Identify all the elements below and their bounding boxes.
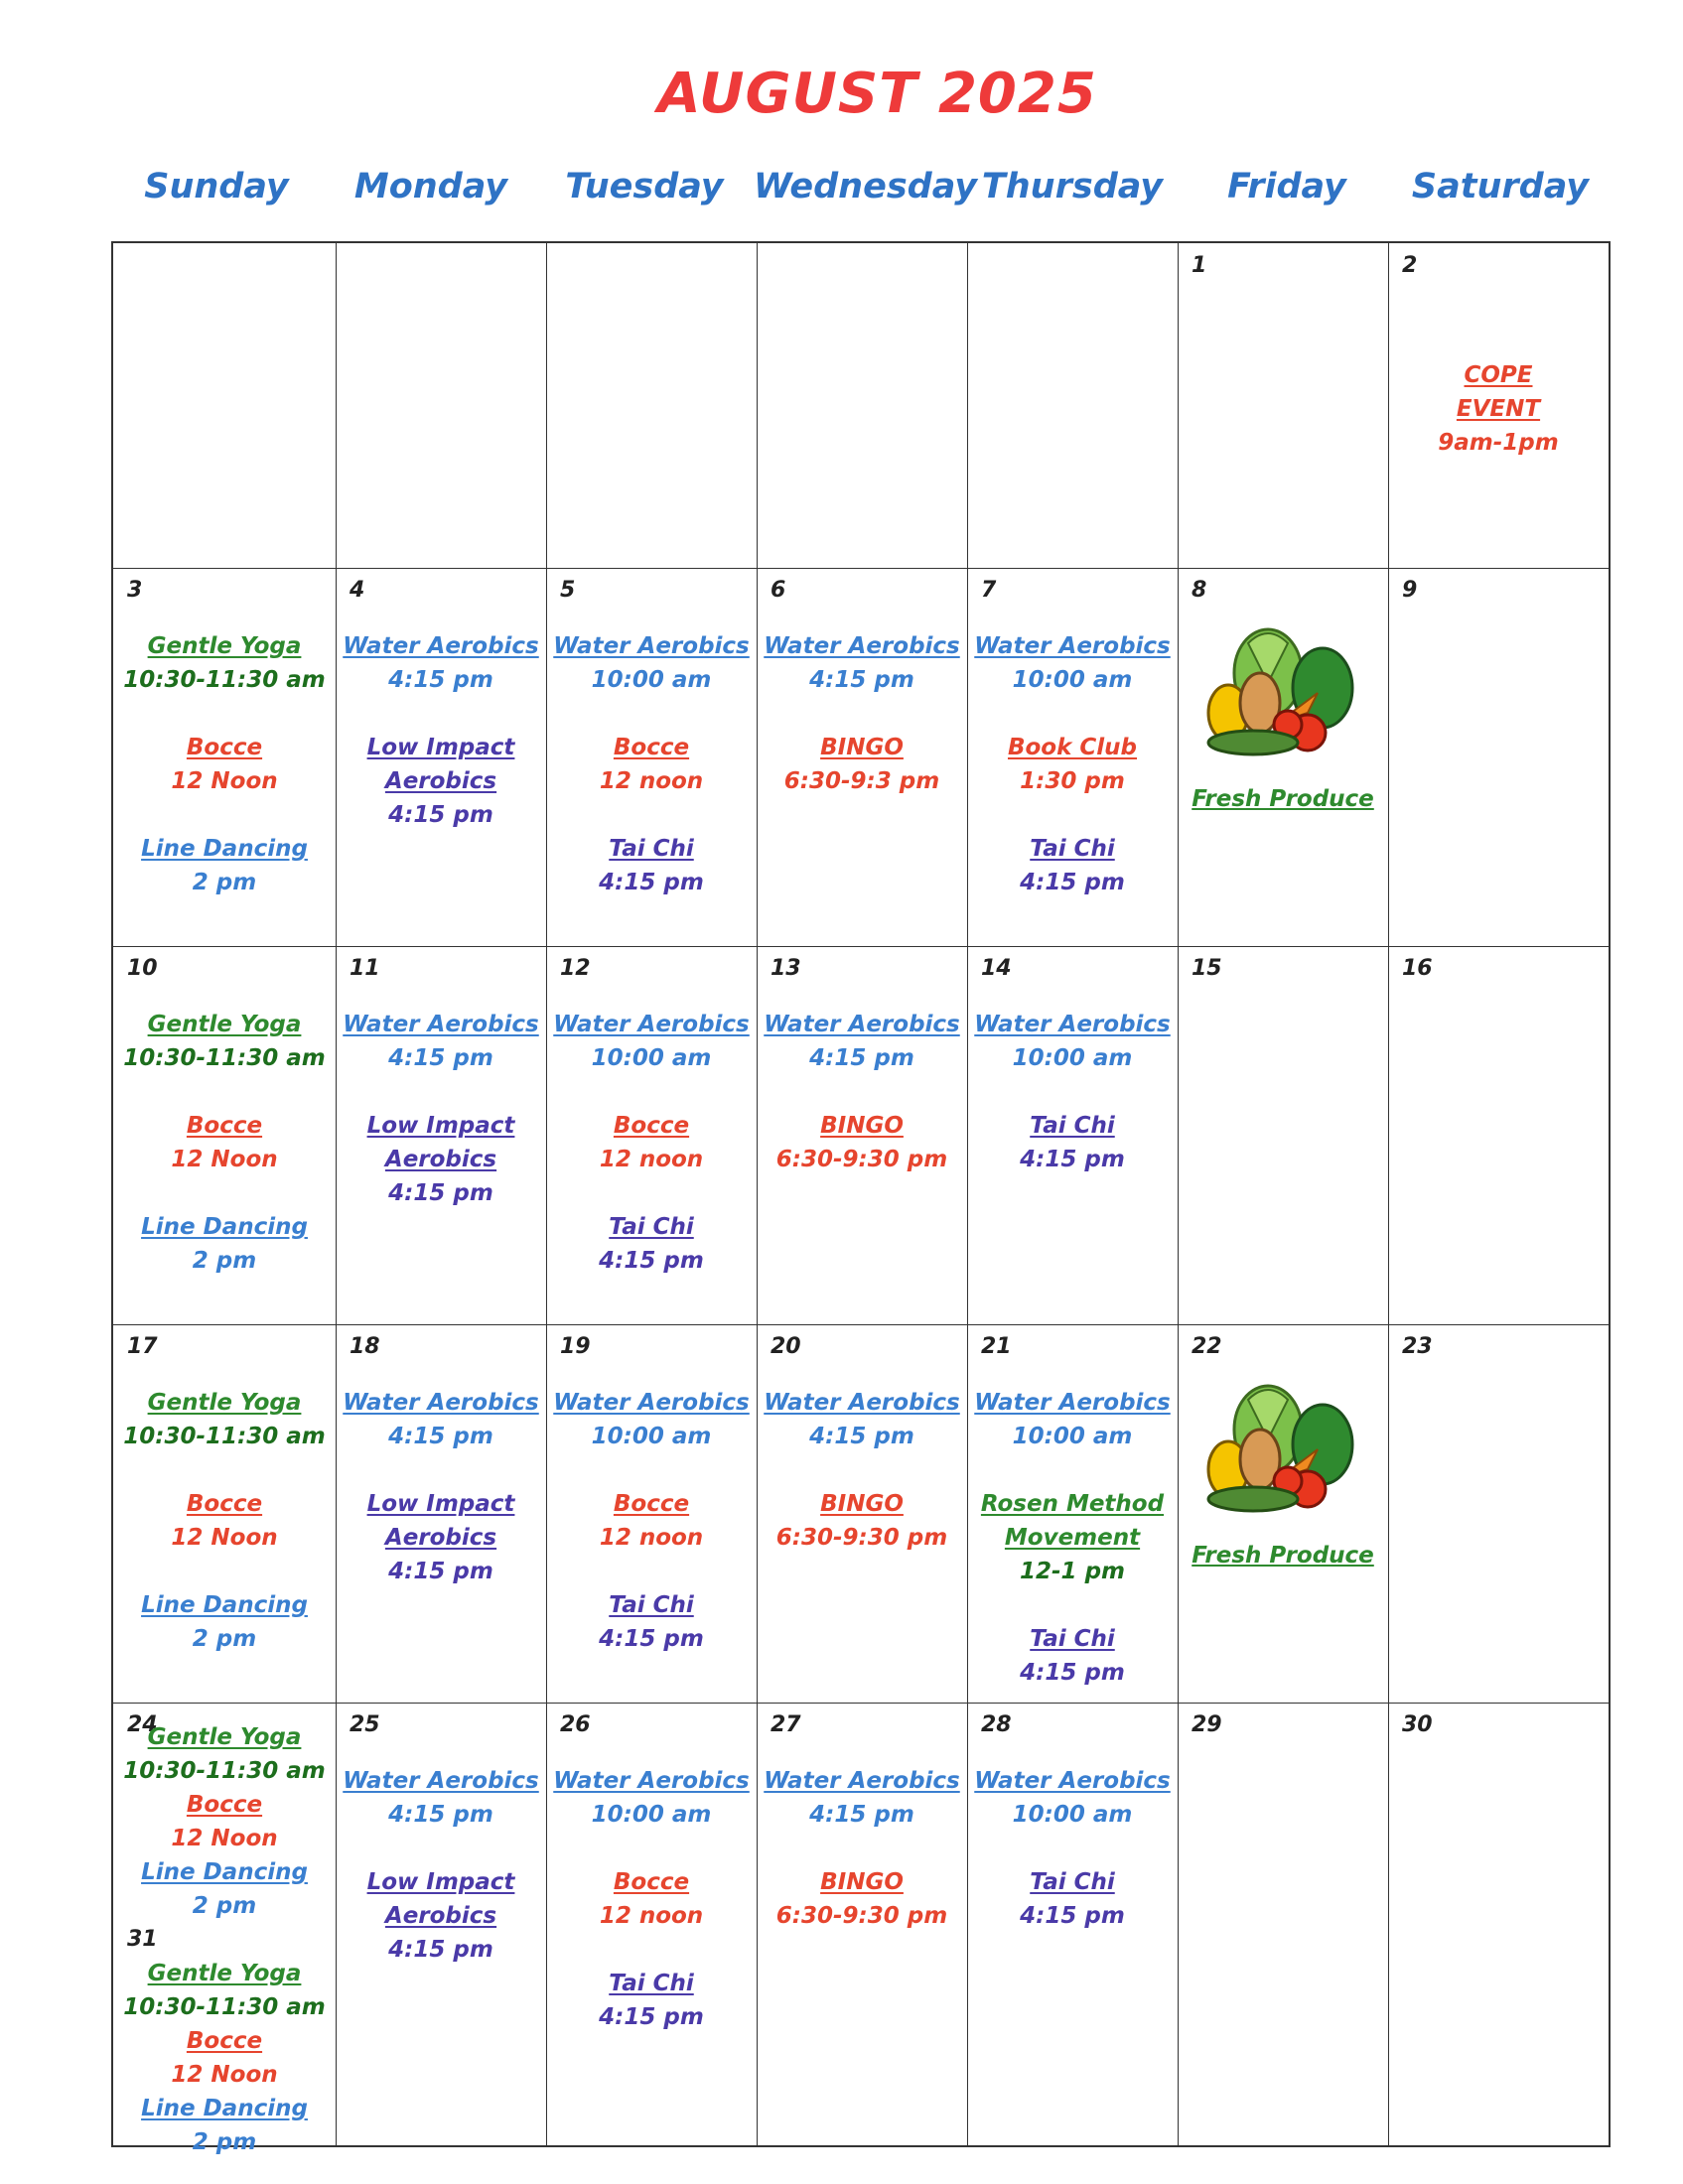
calendar-event[interactable] <box>113 1386 336 1453</box>
day-cell <box>757 946 967 1324</box>
event-name: Water Aerobics <box>553 1012 750 1037</box>
event-name: Bocce <box>186 1491 263 1517</box>
day-cell <box>546 946 757 1324</box>
event-time: 1:30 pm <box>1020 768 1125 794</box>
day-cell <box>1388 1324 1609 1703</box>
event-time: 2 pm <box>192 870 257 895</box>
vegetables-icon <box>1198 1360 1367 1529</box>
day-number: 2 <box>1402 253 1418 278</box>
day-number: 8 <box>1192 578 1207 603</box>
event-list <box>967 1764 1178 1933</box>
calendar-event[interactable] <box>546 1588 757 1656</box>
day-number: 25 <box>350 1712 380 1737</box>
day-cell <box>546 1324 757 1703</box>
day-cell <box>757 1703 967 2145</box>
event-name: Bocce <box>613 1113 690 1139</box>
event-time: 10:00 am <box>591 1802 712 1828</box>
event-time: 12 noon <box>599 1147 704 1172</box>
event-name: Water Aerobics <box>764 1390 960 1416</box>
event-name: Tai Chi <box>1030 836 1115 862</box>
event-list <box>336 1764 546 1967</box>
event-list <box>967 629 1178 899</box>
day-cell <box>336 946 546 1324</box>
day-cell <box>546 243 757 568</box>
event-time: 2 pm <box>192 1626 257 1652</box>
day-number: 1 <box>1192 253 1207 278</box>
weekday-sunday: Sunday <box>144 167 289 206</box>
event-name: Gentle Yoga <box>147 633 302 659</box>
weekday-tuesday: Tuesday <box>565 167 724 206</box>
day-cell <box>113 568 336 946</box>
event-time: 4:15 pm <box>599 1248 704 1274</box>
event-name: Tai Chi <box>609 1214 694 1240</box>
calendar-event[interactable] <box>546 1865 757 1933</box>
calendar-event[interactable] <box>336 731 546 832</box>
event-name: Bocce <box>613 735 690 760</box>
event-time: 4:15 pm <box>388 1559 493 1584</box>
calendar-event[interactable] <box>1388 358 1609 460</box>
event-name: BINGO <box>820 735 904 760</box>
calendar-event[interactable] <box>113 1487 336 1555</box>
event-name: Aerobics <box>384 1525 497 1551</box>
event-name: Tai Chi <box>609 1592 694 1618</box>
day-number: 11 <box>350 956 380 981</box>
event-time: 12 noon <box>599 768 704 794</box>
event-name: Water Aerobics <box>764 633 960 659</box>
event-list <box>757 629 967 798</box>
event-name: COPE <box>1464 362 1533 388</box>
event-name: Line Dancing <box>141 1592 308 1618</box>
calendar-event[interactable] <box>757 1865 967 1933</box>
event-time: 4:15 pm <box>1020 1147 1125 1172</box>
event-name: Aerobics <box>384 1147 497 1172</box>
event-time: 4:15 pm <box>809 1045 914 1071</box>
event-name: Bocce <box>186 2028 263 2054</box>
calendar-event[interactable] <box>113 1957 336 2024</box>
vegetables-icon <box>1198 604 1367 772</box>
event-time: 10:00 am <box>1012 1424 1133 1449</box>
day-cell <box>336 1703 546 2145</box>
fresh-produce <box>1192 1360 1374 1569</box>
calendar-event[interactable] <box>546 1386 757 1453</box>
day-number: 30 <box>1402 1712 1433 1737</box>
event-list <box>113 1386 336 1656</box>
event-time: 10:00 am <box>591 667 712 693</box>
day-number: 10 <box>127 956 158 981</box>
calendar-event[interactable] <box>757 1764 967 1832</box>
day-number: 27 <box>771 1712 801 1737</box>
calendar-title: AUGUST 2025 <box>657 62 1097 126</box>
day-number: 20 <box>771 1334 801 1359</box>
event-time: 12 Noon <box>171 1525 278 1551</box>
weekday-saturday: Saturday <box>1411 167 1590 206</box>
event-time: 6:30-9:30 pm <box>775 1525 948 1551</box>
day-number: 19 <box>560 1334 591 1359</box>
event-name: Water Aerobics <box>343 1768 539 1794</box>
event-list <box>967 1008 1178 1176</box>
event-name: Tai Chi <box>609 836 694 862</box>
event-time: 10:30-11:30 am <box>123 667 326 693</box>
day-cell <box>1178 946 1388 1324</box>
calendar-event[interactable] <box>546 629 757 697</box>
event-time: 2 pm <box>192 1893 257 1919</box>
event-time: 10:00 am <box>591 1045 712 1071</box>
day-cell <box>757 243 967 568</box>
event-name: Water Aerobics <box>974 1012 1171 1037</box>
event-list <box>113 1720 336 2159</box>
event-name: Water Aerobics <box>343 1012 539 1037</box>
day-number: 28 <box>981 1712 1012 1737</box>
event-time: 4:15 pm <box>1020 1660 1125 1686</box>
event-name: Line Dancing <box>141 836 308 862</box>
event-name: Bocce <box>613 1869 690 1895</box>
day-number: 24 <box>127 1712 158 1737</box>
day-cell <box>967 243 1178 568</box>
event-name: Water Aerobics <box>764 1012 960 1037</box>
calendar-event[interactable] <box>113 1588 336 1656</box>
event-time: 10:30-11:30 am <box>123 1758 326 1784</box>
event-time: 4:15 pm <box>1020 870 1125 895</box>
event-time: 10:00 am <box>591 1424 712 1449</box>
event-time: 12 Noon <box>171 1826 278 1851</box>
day-cell <box>546 1703 757 2145</box>
fresh-produce-label: Fresh Produce <box>1192 1543 1374 1569</box>
day-cell <box>113 1703 336 2155</box>
event-list <box>546 629 757 899</box>
calendar-event[interactable] <box>546 1967 757 2034</box>
calendar-event[interactable] <box>757 1109 967 1176</box>
event-name: Water Aerobics <box>974 1768 1171 1794</box>
calendar-event[interactable] <box>967 832 1178 899</box>
calendar-event[interactable] <box>757 1008 967 1075</box>
calendar-event[interactable] <box>757 629 967 697</box>
day-number: 14 <box>981 956 1012 981</box>
event-time: 10:00 am <box>1012 667 1133 693</box>
day-cell <box>1178 1703 1388 2145</box>
event-list <box>113 629 336 899</box>
event-name: Movement <box>1004 1525 1141 1551</box>
event-time: 4:15 pm <box>599 870 704 895</box>
event-time: 4:15 pm <box>809 1802 914 1828</box>
day-cell <box>1178 243 1388 568</box>
event-time: 12 Noon <box>171 2062 278 2088</box>
event-time: 6:30-9:30 pm <box>775 1903 948 1929</box>
weekday-thursday: Thursday <box>981 167 1164 206</box>
day-number: 29 <box>1192 1712 1222 1737</box>
day-cell <box>967 1324 1178 1703</box>
event-name: Water Aerobics <box>974 1390 1171 1416</box>
event-name: Aerobics <box>384 1903 497 1929</box>
calendar-event[interactable] <box>546 1210 757 1278</box>
day-cell <box>113 946 336 1324</box>
day-cell <box>967 946 1178 1324</box>
event-name: Rosen Method <box>980 1491 1165 1517</box>
event-list <box>757 1386 967 1555</box>
event-time: 4:15 pm <box>388 667 493 693</box>
event-list <box>113 1008 336 1278</box>
event-name: Water Aerobics <box>764 1768 960 1794</box>
fresh-produce-label: Fresh Produce <box>1192 786 1374 812</box>
calendar-event[interactable] <box>546 1764 757 1832</box>
day-cell <box>336 1324 546 1703</box>
event-name: Gentle Yoga <box>147 1961 302 1986</box>
day-number: 15 <box>1192 956 1222 981</box>
event-name: EVENT <box>1456 396 1541 422</box>
calendar-event[interactable] <box>113 1855 336 1923</box>
calendar-event[interactable] <box>113 2092 336 2159</box>
event-name: Water Aerobics <box>553 1768 750 1794</box>
calendar-event[interactable] <box>967 1008 1178 1075</box>
day-number: 6 <box>771 578 786 603</box>
calendar-event[interactable] <box>967 1109 1178 1176</box>
weekday-wednesday: Wednesday <box>754 167 978 206</box>
event-time: 4:15 pm <box>388 1045 493 1071</box>
event-time: 4:15 pm <box>388 1937 493 1963</box>
day-number: 12 <box>560 956 591 981</box>
event-name: Tai Chi <box>1030 1113 1115 1139</box>
day-number: 21 <box>981 1334 1012 1359</box>
event-time: 4:15 pm <box>388 1424 493 1449</box>
calendar-event[interactable] <box>546 731 757 798</box>
event-name: Bocce <box>186 1113 263 1139</box>
event-list <box>546 1764 757 2034</box>
day-cell <box>336 568 546 946</box>
day-cell <box>1388 946 1609 1324</box>
day-number: 5 <box>560 578 576 603</box>
calendar-event[interactable] <box>967 1386 1178 1453</box>
calendar-event[interactable] <box>757 1487 967 1555</box>
event-list <box>546 1386 757 1656</box>
event-name: Gentle Yoga <box>147 1390 302 1416</box>
event-name: Bocce <box>186 1792 263 1818</box>
event-time: 4:15 pm <box>809 1424 914 1449</box>
event-time: 6:30-9:30 pm <box>775 1147 948 1172</box>
event-name: Line Dancing <box>141 1859 308 1885</box>
day-number: 7 <box>981 578 997 603</box>
calendar-event[interactable] <box>967 1487 1178 1588</box>
calendar-event[interactable] <box>336 1487 546 1588</box>
day-cell <box>757 568 967 946</box>
event-time: 10:30-11:30 am <box>123 1994 326 2020</box>
event-time: 10:00 am <box>1012 1045 1133 1071</box>
event-name: Bocce <box>186 735 263 760</box>
day-cell <box>1388 1703 1609 2145</box>
calendar-event[interactable] <box>336 1865 546 1967</box>
weekday-header <box>111 167 1613 226</box>
event-list <box>336 1008 546 1210</box>
event-name: BINGO <box>820 1869 904 1895</box>
event-list <box>757 1008 967 1176</box>
event-time: 12-1 pm <box>1020 1559 1125 1584</box>
event-time: 4:15 pm <box>599 2004 704 2030</box>
event-time: 4:15 pm <box>388 1180 493 1206</box>
calendar-event[interactable] <box>967 629 1178 697</box>
calendar-event[interactable] <box>336 1109 546 1210</box>
day-cell <box>1178 568 1388 946</box>
event-name: Line Dancing <box>141 2096 308 2121</box>
event-list <box>546 1008 757 1278</box>
calendar-event[interactable] <box>113 832 336 899</box>
weekday-friday: Friday <box>1227 167 1346 206</box>
calendar-event[interactable] <box>336 1386 546 1453</box>
weekday-monday: Monday <box>353 167 508 206</box>
calendar-event[interactable] <box>113 2024 336 2092</box>
calendar-event[interactable] <box>967 1764 1178 1832</box>
day-cell <box>336 243 546 568</box>
event-time: 9am-1pm <box>1438 430 1559 456</box>
event-time: 2 pm <box>192 1248 257 1274</box>
calendar-event[interactable] <box>113 1008 336 1075</box>
event-name: Gentle Yoga <box>147 1012 302 1037</box>
day-cell <box>1388 243 1609 568</box>
event-name: Bocce <box>613 1491 690 1517</box>
event-time: 4:15 pm <box>388 1802 493 1828</box>
day-cell <box>113 243 336 568</box>
day-number: 22 <box>1192 1334 1222 1359</box>
event-list <box>336 1386 546 1588</box>
event-name: Tai Chi <box>1030 1869 1115 1895</box>
calendar-event[interactable] <box>336 1008 546 1075</box>
event-time: 12 noon <box>599 1525 704 1551</box>
day-number: 3 <box>127 578 143 603</box>
event-name: BINGO <box>820 1113 904 1139</box>
event-time: 10:30-11:30 am <box>123 1424 326 1449</box>
event-time: 4:15 pm <box>599 1626 704 1652</box>
calendar-event[interactable] <box>113 1720 336 1788</box>
calendar-event[interactable] <box>546 832 757 899</box>
day-number: 4 <box>350 578 365 603</box>
event-time: 10:30-11:30 am <box>123 1045 326 1071</box>
calendar-event[interactable] <box>113 629 336 697</box>
calendar-event[interactable] <box>546 1109 757 1176</box>
calendar-event[interactable] <box>967 1865 1178 1933</box>
calendar-event[interactable] <box>336 1764 546 1832</box>
event-name: Low Impact <box>366 735 515 760</box>
calendar-event[interactable] <box>113 1109 336 1176</box>
event-list <box>967 1386 1178 1690</box>
event-name: Line Dancing <box>141 1214 308 1240</box>
day-number: 9 <box>1402 578 1418 603</box>
calendar-event[interactable] <box>757 1386 967 1453</box>
event-name: Aerobics <box>384 768 497 794</box>
calendar-grid <box>111 241 1611 2155</box>
event-time: 4:15 pm <box>388 802 493 828</box>
day-number: 17 <box>127 1334 158 1359</box>
day-number: 18 <box>350 1334 380 1359</box>
calendar-event[interactable] <box>113 1788 336 1855</box>
calendar-event[interactable] <box>967 731 1178 798</box>
day-cell <box>757 1324 967 1703</box>
event-name: Water Aerobics <box>553 1390 750 1416</box>
event-name: Water Aerobics <box>343 1390 539 1416</box>
day-number: 13 <box>771 956 801 981</box>
event-name: Water Aerobics <box>974 633 1171 659</box>
day-number: 23 <box>1402 1334 1433 1359</box>
event-name: Book Club <box>1007 735 1138 760</box>
event-list <box>336 629 546 832</box>
event-time: 4:15 pm <box>1020 1903 1125 1929</box>
event-time: 6:30-9:3 pm <box>783 768 940 794</box>
day-cell <box>113 1324 336 1703</box>
day-cell <box>1178 1324 1388 1703</box>
event-name: Low Impact <box>366 1869 515 1895</box>
event-name: Tai Chi <box>609 1971 694 1996</box>
calendar-event[interactable] <box>757 731 967 798</box>
event-time: 12 noon <box>599 1903 704 1929</box>
day-number: 16 <box>1402 956 1433 981</box>
event-name: Low Impact <box>366 1113 515 1139</box>
day-cell <box>1388 568 1609 946</box>
event-name: BINGO <box>820 1491 904 1517</box>
calendar-event[interactable] <box>967 1622 1178 1690</box>
event-list <box>1388 358 1609 460</box>
day-cell <box>967 568 1178 946</box>
event-name: Water Aerobics <box>343 633 539 659</box>
event-time: 2 pm <box>192 2129 257 2155</box>
event-name: Tai Chi <box>1030 1626 1115 1652</box>
event-time: 10:00 am <box>1012 1802 1133 1828</box>
calendar-event[interactable] <box>113 1210 336 1278</box>
event-time: 12 Noon <box>171 768 278 794</box>
day-cell <box>967 1703 1178 2145</box>
calendar-event[interactable] <box>336 629 546 697</box>
event-list <box>757 1764 967 1933</box>
calendar-event[interactable] <box>546 1487 757 1555</box>
calendar-event[interactable] <box>113 731 336 798</box>
day-cell <box>546 568 757 946</box>
fresh-produce <box>1192 604 1374 812</box>
event-time: 4:15 pm <box>809 667 914 693</box>
calendar-event[interactable] <box>546 1008 757 1075</box>
event-name: Gentle Yoga <box>147 1724 302 1750</box>
event-time: 12 Noon <box>171 1147 278 1172</box>
event-name: Low Impact <box>366 1491 515 1517</box>
day-number: 31 <box>127 1927 158 1952</box>
day-number: 26 <box>560 1712 591 1737</box>
event-name: Water Aerobics <box>553 633 750 659</box>
